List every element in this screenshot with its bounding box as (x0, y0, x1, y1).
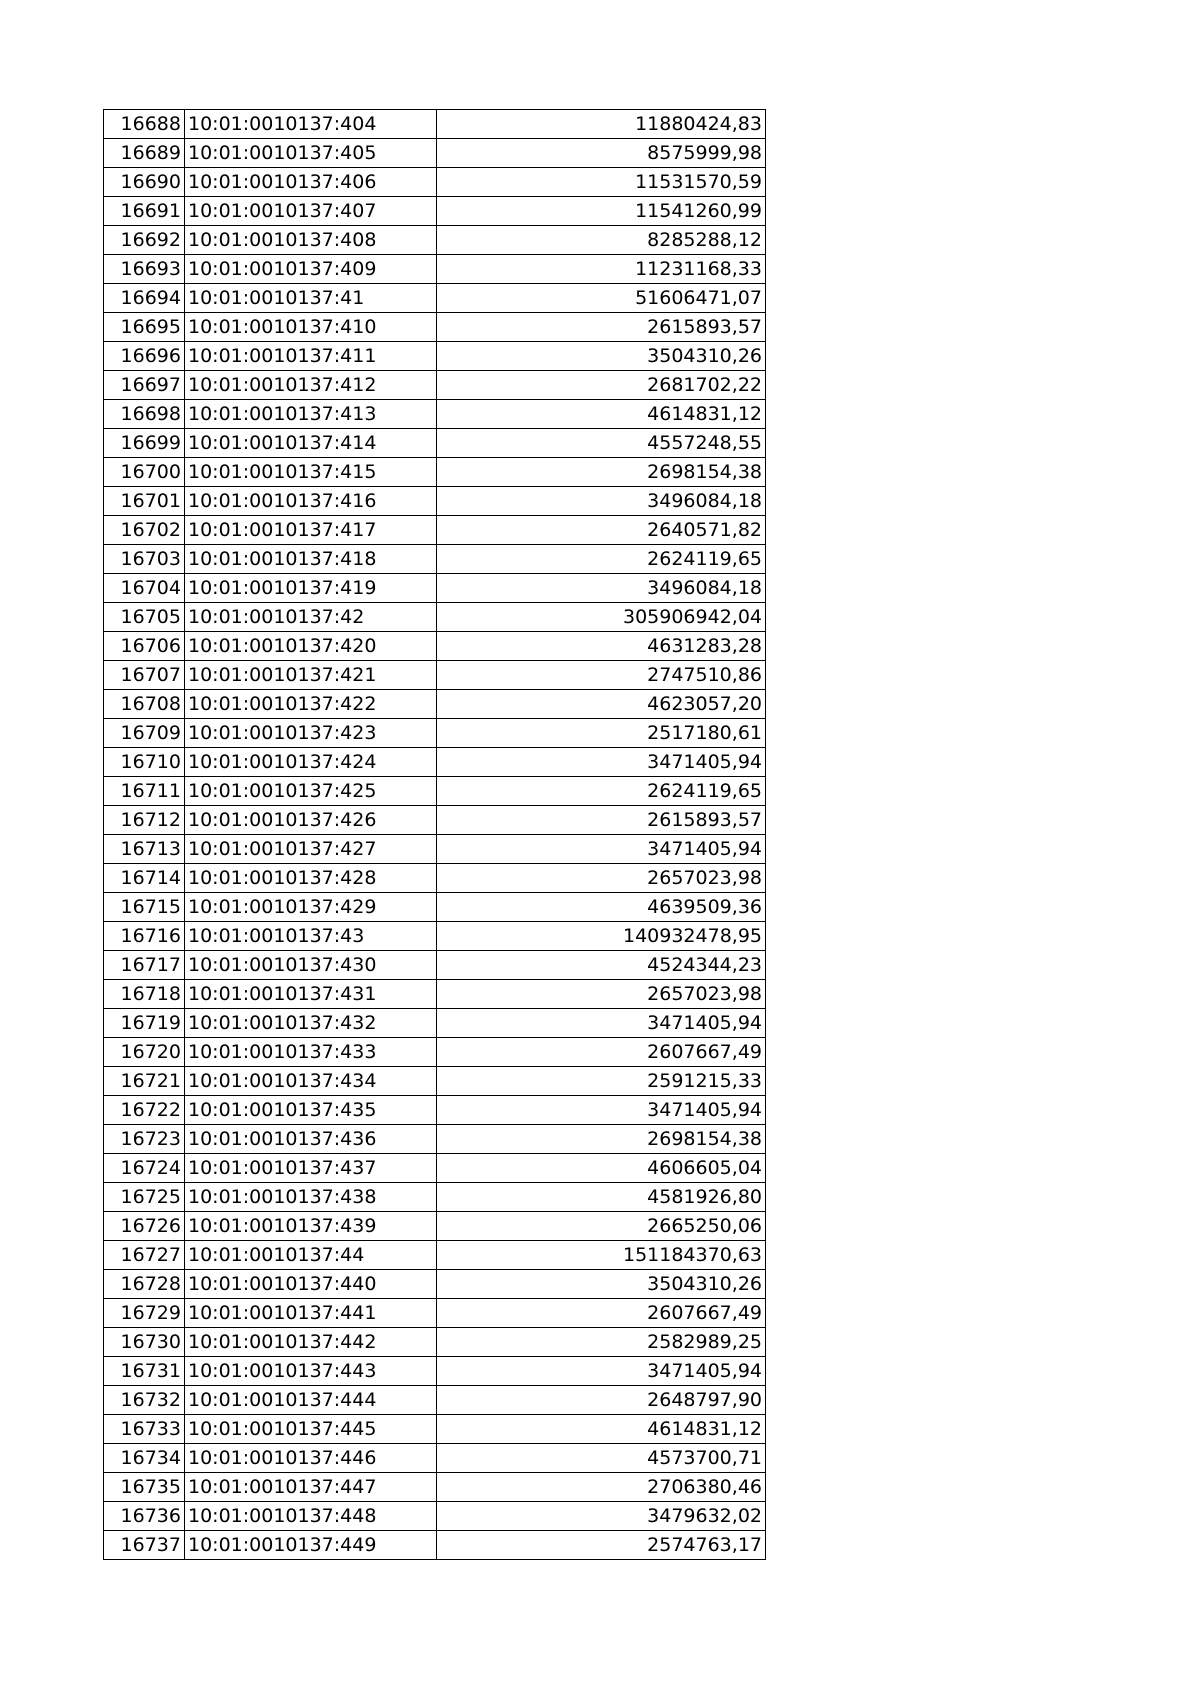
table-row (104, 1125, 766, 1154)
row-number-cell: 16736 (104, 1502, 185, 1531)
row-number-cell: 16733 (104, 1415, 185, 1444)
row-number-cell: 16691 (104, 197, 185, 226)
row-number-cell: 16703 (104, 545, 185, 574)
table-row (104, 719, 766, 748)
value-cell: 11880424,83 (437, 110, 766, 139)
value-cell: 2591215,33 (437, 1067, 766, 1096)
value-cell: 4524344,23 (437, 951, 766, 980)
value-cell: 51606471,07 (437, 284, 766, 313)
table-body (104, 110, 766, 1560)
table-row (104, 893, 766, 922)
cadastral-number-cell: 10:01:0010137:411 (185, 342, 437, 371)
cadastral-number-cell: 10:01:0010137:416 (185, 487, 437, 516)
table-row (104, 255, 766, 284)
value-cell: 3504310,26 (437, 342, 766, 371)
row-number-cell: 16693 (104, 255, 185, 284)
row-number-cell: 16730 (104, 1328, 185, 1357)
cadastral-number-cell: 10:01:0010137:422 (185, 690, 437, 719)
value-cell: 3471405,94 (437, 1357, 766, 1386)
value-cell: 2640571,82 (437, 516, 766, 545)
value-cell: 2582989,25 (437, 1328, 766, 1357)
value-cell: 3471405,94 (437, 835, 766, 864)
table-row (104, 1270, 766, 1299)
table-row (104, 690, 766, 719)
row-number-cell: 16701 (104, 487, 185, 516)
value-cell: 305906942,04 (437, 603, 766, 632)
table-row (104, 1299, 766, 1328)
table-row (104, 1357, 766, 1386)
value-cell: 4614831,12 (437, 1415, 766, 1444)
row-number-cell: 16694 (104, 284, 185, 313)
row-number-cell: 16699 (104, 429, 185, 458)
cadastral-number-cell: 10:01:0010137:447 (185, 1473, 437, 1502)
row-number-cell: 16715 (104, 893, 185, 922)
cadastral-number-cell: 10:01:0010137:435 (185, 1096, 437, 1125)
cadastral-number-cell: 10:01:0010137:415 (185, 458, 437, 487)
value-cell: 3496084,18 (437, 487, 766, 516)
table-row (104, 400, 766, 429)
cadastral-number-cell: 10:01:0010137:441 (185, 1299, 437, 1328)
cadastral-number-cell: 10:01:0010137:405 (185, 139, 437, 168)
row-number-cell: 16700 (104, 458, 185, 487)
cadastral-number-cell: 10:01:0010137:408 (185, 226, 437, 255)
value-cell: 4631283,28 (437, 632, 766, 661)
value-cell: 4581926,80 (437, 1183, 766, 1212)
table-row (104, 1183, 766, 1212)
value-cell: 4639509,36 (437, 893, 766, 922)
cadastral-number-cell: 10:01:0010137:423 (185, 719, 437, 748)
table-row (104, 458, 766, 487)
value-cell: 2698154,38 (437, 1125, 766, 1154)
cadastral-number-cell: 10:01:0010137:419 (185, 574, 437, 603)
value-cell: 151184370,63 (437, 1241, 766, 1270)
value-cell: 2706380,46 (437, 1473, 766, 1502)
cadastral-number-cell: 10:01:0010137:425 (185, 777, 437, 806)
value-cell: 3504310,26 (437, 1270, 766, 1299)
row-number-cell: 16717 (104, 951, 185, 980)
table-row (104, 110, 766, 139)
value-cell: 2615893,57 (437, 313, 766, 342)
table-row (104, 1038, 766, 1067)
table-row (104, 1386, 766, 1415)
row-number-cell: 16718 (104, 980, 185, 1009)
cadastral-number-cell: 10:01:0010137:427 (185, 835, 437, 864)
cadastral-number-cell: 10:01:0010137:417 (185, 516, 437, 545)
cadastral-number-cell: 10:01:0010137:430 (185, 951, 437, 980)
row-number-cell: 16732 (104, 1386, 185, 1415)
table-row (104, 1212, 766, 1241)
value-cell: 2657023,98 (437, 980, 766, 1009)
cadastral-number-cell: 10:01:0010137:414 (185, 429, 437, 458)
cadastral-number-cell: 10:01:0010137:438 (185, 1183, 437, 1212)
table-row (104, 806, 766, 835)
table-row (104, 603, 766, 632)
row-number-cell: 16707 (104, 661, 185, 690)
row-number-cell: 16722 (104, 1096, 185, 1125)
row-number-cell: 16688 (104, 110, 185, 139)
table-row (104, 748, 766, 777)
value-cell: 3471405,94 (437, 1096, 766, 1125)
row-number-cell: 16735 (104, 1473, 185, 1502)
table-row (104, 516, 766, 545)
row-number-cell: 16720 (104, 1038, 185, 1067)
table-row (104, 1531, 766, 1560)
table-row (104, 342, 766, 371)
row-number-cell: 16712 (104, 806, 185, 835)
data-table (103, 109, 766, 1560)
row-number-cell: 16711 (104, 777, 185, 806)
row-number-cell: 16723 (104, 1125, 185, 1154)
table-row (104, 226, 766, 255)
value-cell: 2607667,49 (437, 1299, 766, 1328)
value-cell: 2681702,22 (437, 371, 766, 400)
table-row (104, 313, 766, 342)
cadastral-number-cell: 10:01:0010137:42 (185, 603, 437, 632)
value-cell: 2607667,49 (437, 1038, 766, 1067)
table-row (104, 1502, 766, 1531)
cadastral-number-cell: 10:01:0010137:429 (185, 893, 437, 922)
cadastral-number-cell: 10:01:0010137:410 (185, 313, 437, 342)
cadastral-number-cell: 10:01:0010137:424 (185, 748, 437, 777)
cadastral-number-cell: 10:01:0010137:406 (185, 168, 437, 197)
cadastral-number-cell: 10:01:0010137:444 (185, 1386, 437, 1415)
value-cell: 4623057,20 (437, 690, 766, 719)
row-number-cell: 16709 (104, 719, 185, 748)
value-cell: 2615893,57 (437, 806, 766, 835)
cadastral-number-cell: 10:01:0010137:434 (185, 1067, 437, 1096)
table-row (104, 574, 766, 603)
row-number-cell: 16697 (104, 371, 185, 400)
table-row (104, 284, 766, 313)
table-row (104, 429, 766, 458)
value-cell: 2747510,86 (437, 661, 766, 690)
cadastral-number-cell: 10:01:0010137:445 (185, 1415, 437, 1444)
value-cell: 4557248,55 (437, 429, 766, 458)
value-cell: 8575999,98 (437, 139, 766, 168)
value-cell: 4606605,04 (437, 1154, 766, 1183)
table-row (104, 545, 766, 574)
table-row (104, 1067, 766, 1096)
row-number-cell: 16727 (104, 1241, 185, 1270)
cadastral-number-cell: 10:01:0010137:432 (185, 1009, 437, 1038)
value-cell: 2624119,65 (437, 545, 766, 574)
row-number-cell: 16731 (104, 1357, 185, 1386)
cadastral-number-cell: 10:01:0010137:428 (185, 864, 437, 893)
cadastral-number-cell: 10:01:0010137:431 (185, 980, 437, 1009)
cadastral-number-cell: 10:01:0010137:446 (185, 1444, 437, 1473)
cadastral-number-cell: 10:01:0010137:43 (185, 922, 437, 951)
cadastral-number-cell: 10:01:0010137:437 (185, 1154, 437, 1183)
value-cell: 4614831,12 (437, 400, 766, 429)
cadastral-number-cell: 10:01:0010137:412 (185, 371, 437, 400)
table-row (104, 632, 766, 661)
table-row (104, 1096, 766, 1125)
cadastral-number-cell: 10:01:0010137:448 (185, 1502, 437, 1531)
table-row (104, 1241, 766, 1270)
value-cell: 2698154,38 (437, 458, 766, 487)
table-row (104, 835, 766, 864)
cadastral-number-cell: 10:01:0010137:41 (185, 284, 437, 313)
table-row (104, 1009, 766, 1038)
cadastral-number-cell: 10:01:0010137:420 (185, 632, 437, 661)
cadastral-number-cell: 10:01:0010137:413 (185, 400, 437, 429)
cadastral-number-cell: 10:01:0010137:439 (185, 1212, 437, 1241)
row-number-cell: 16719 (104, 1009, 185, 1038)
table-row (104, 1444, 766, 1473)
row-number-cell: 16726 (104, 1212, 185, 1241)
value-cell: 2665250,06 (437, 1212, 766, 1241)
row-number-cell: 16725 (104, 1183, 185, 1212)
cadastral-number-cell: 10:01:0010137:443 (185, 1357, 437, 1386)
table-row (104, 1415, 766, 1444)
cadastral-number-cell: 10:01:0010137:421 (185, 661, 437, 690)
cadastral-number-cell: 10:01:0010137:407 (185, 197, 437, 226)
value-cell: 4573700,71 (437, 1444, 766, 1473)
table-row (104, 168, 766, 197)
table-row (104, 1473, 766, 1502)
row-number-cell: 16713 (104, 835, 185, 864)
value-cell: 2574763,17 (437, 1531, 766, 1560)
row-number-cell: 16734 (104, 1444, 185, 1473)
cadastral-number-cell: 10:01:0010137:436 (185, 1125, 437, 1154)
row-number-cell: 16708 (104, 690, 185, 719)
row-number-cell: 16690 (104, 168, 185, 197)
table-row (104, 661, 766, 690)
row-number-cell: 16724 (104, 1154, 185, 1183)
value-cell: 2517180,61 (437, 719, 766, 748)
row-number-cell: 16695 (104, 313, 185, 342)
row-number-cell: 16728 (104, 1270, 185, 1299)
table-row (104, 371, 766, 400)
row-number-cell: 16716 (104, 922, 185, 951)
value-cell: 3471405,94 (437, 1009, 766, 1038)
table-row (104, 487, 766, 516)
row-number-cell: 16729 (104, 1299, 185, 1328)
row-number-cell: 16692 (104, 226, 185, 255)
value-cell: 140932478,95 (437, 922, 766, 951)
cadastral-number-cell: 10:01:0010137:440 (185, 1270, 437, 1299)
value-cell: 11231168,33 (437, 255, 766, 284)
table-row (104, 864, 766, 893)
cadastral-number-cell: 10:01:0010137:442 (185, 1328, 437, 1357)
cadastral-number-cell: 10:01:0010137:426 (185, 806, 437, 835)
value-cell: 2624119,65 (437, 777, 766, 806)
row-number-cell: 16705 (104, 603, 185, 632)
cadastral-number-cell: 10:01:0010137:409 (185, 255, 437, 284)
table-row (104, 1154, 766, 1183)
value-cell: 3471405,94 (437, 748, 766, 777)
row-number-cell: 16702 (104, 516, 185, 545)
table-row (104, 777, 766, 806)
cadastral-number-cell: 10:01:0010137:404 (185, 110, 437, 139)
row-number-cell: 16706 (104, 632, 185, 661)
value-cell: 3479632,02 (437, 1502, 766, 1531)
value-cell: 11541260,99 (437, 197, 766, 226)
row-number-cell: 16710 (104, 748, 185, 777)
cadastral-number-cell: 10:01:0010137:418 (185, 545, 437, 574)
row-number-cell: 16704 (104, 574, 185, 603)
row-number-cell: 16698 (104, 400, 185, 429)
row-number-cell: 16721 (104, 1067, 185, 1096)
table-row (104, 1328, 766, 1357)
table-row (104, 980, 766, 1009)
table-row (104, 139, 766, 168)
row-number-cell: 16737 (104, 1531, 185, 1560)
cadastral-number-cell: 10:01:0010137:449 (185, 1531, 437, 1560)
value-cell: 3496084,18 (437, 574, 766, 603)
value-cell: 11531570,59 (437, 168, 766, 197)
cadastral-number-cell: 10:01:0010137:44 (185, 1241, 437, 1270)
value-cell: 8285288,12 (437, 226, 766, 255)
row-number-cell: 16714 (104, 864, 185, 893)
value-cell: 2657023,98 (437, 864, 766, 893)
row-number-cell: 16696 (104, 342, 185, 371)
row-number-cell: 16689 (104, 139, 185, 168)
value-cell: 2648797,90 (437, 1386, 766, 1415)
table-row (104, 922, 766, 951)
table-row (104, 951, 766, 980)
cadastral-number-cell: 10:01:0010137:433 (185, 1038, 437, 1067)
table-row (104, 197, 766, 226)
